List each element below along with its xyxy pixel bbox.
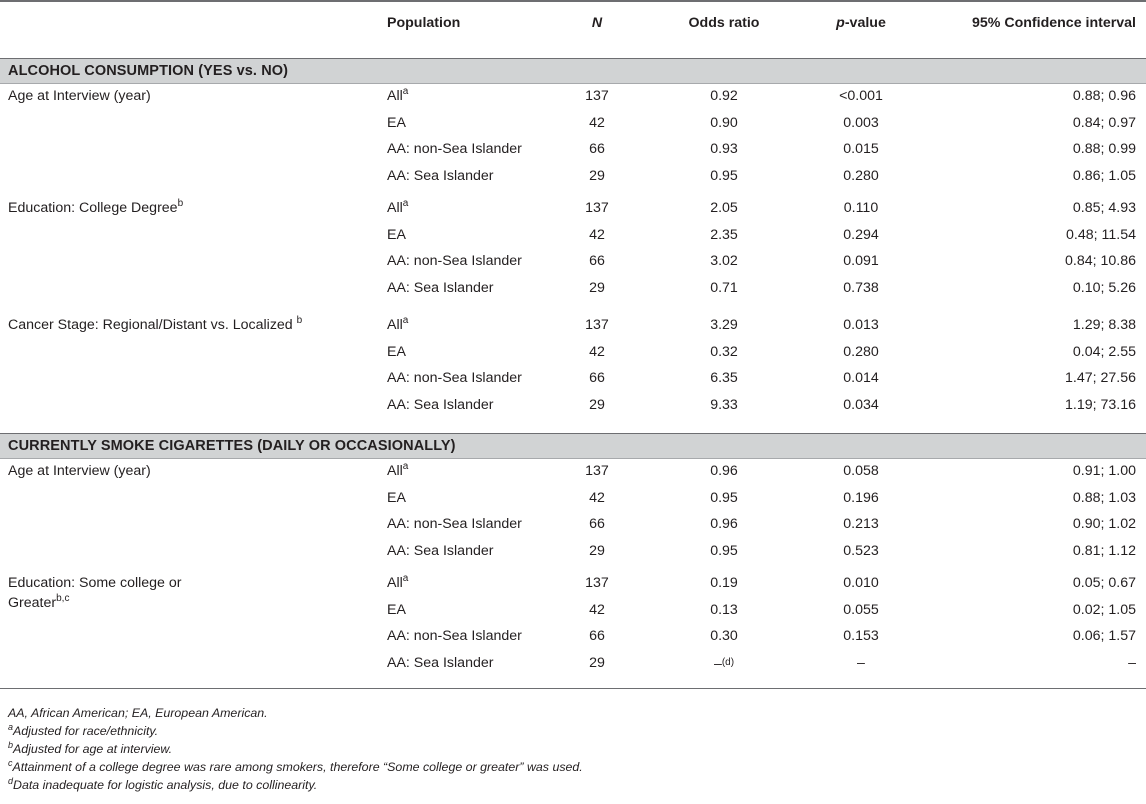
odds-ratio-text: 3.29 bbox=[710, 317, 738, 333]
odds-ratio-text: 0.96 bbox=[710, 463, 738, 479]
odds-ratio-text: 0.95 bbox=[710, 543, 738, 559]
section-header-2 bbox=[0, 433, 1146, 459]
population-text: All bbox=[387, 317, 403, 333]
cell-confidence-interval: 0.10; 5.26 bbox=[1072, 280, 1136, 296]
cell-odds-ratio bbox=[680, 251, 768, 271]
cell-population bbox=[387, 488, 406, 508]
cell-p-value: 0.294 bbox=[843, 227, 879, 243]
cell-p-value: – bbox=[857, 655, 865, 671]
footnote-3 bbox=[8, 741, 172, 757]
cell-odds-ratio bbox=[680, 488, 768, 508]
odds-ratio-text: 0.30 bbox=[710, 628, 738, 644]
variable-footnote-marker: b bbox=[296, 315, 303, 326]
cell-p-value: 0.055 bbox=[843, 602, 879, 618]
cell-n: 66 bbox=[589, 253, 605, 269]
cell-n: 42 bbox=[589, 344, 605, 360]
section-title: CURRENTLY SMOKE CIGARETTES (DAILY OR OCCASIONALLY) bbox=[8, 438, 456, 454]
population-text: AA: Sea Islander bbox=[387, 397, 494, 413]
header-odds-ratio: Odds ratio bbox=[688, 15, 760, 31]
footnote-marker: c bbox=[8, 758, 13, 768]
population-footnote-marker: a bbox=[402, 315, 409, 326]
cell-confidence-interval: 0.48; 11.54 bbox=[1066, 227, 1136, 243]
population-text: AA: Sea Islander bbox=[387, 655, 494, 671]
cell-confidence-interval: 0.06; 1.57 bbox=[1072, 628, 1136, 644]
population-text: AA: Sea Islander bbox=[387, 168, 494, 184]
odds-ratio-text: 9.33 bbox=[710, 397, 738, 413]
cell-population bbox=[387, 198, 408, 218]
cell-population bbox=[387, 514, 522, 534]
cell-population bbox=[387, 86, 408, 106]
cell-odds-ratio bbox=[680, 600, 768, 620]
population-text: All bbox=[387, 88, 403, 104]
cell-n: 66 bbox=[589, 141, 605, 157]
population-text: All bbox=[387, 463, 403, 479]
cell-n: 29 bbox=[589, 543, 605, 559]
cell-odds-ratio bbox=[680, 573, 768, 593]
population-text: EA bbox=[387, 115, 406, 131]
header-p-rest: -value bbox=[844, 15, 886, 31]
cell-population bbox=[387, 139, 522, 159]
cell-confidence-interval: 0.86; 1.05 bbox=[1072, 168, 1136, 184]
odds-ratio-text: 2.05 bbox=[710, 200, 738, 216]
cell-confidence-interval: 0.88; 0.96 bbox=[1072, 88, 1136, 104]
cell-n: 42 bbox=[589, 227, 605, 243]
variable-footnote-marker: b bbox=[177, 198, 184, 209]
cell-p-value: 0.014 bbox=[843, 370, 879, 386]
footnote-text: Adjusted for age at interview. bbox=[13, 742, 173, 756]
cell-confidence-interval: 0.88; 1.03 bbox=[1072, 490, 1136, 506]
cell-confidence-interval: 0.05; 0.67 bbox=[1072, 575, 1136, 591]
header-confidence-interval: 95% Confidence interval bbox=[972, 15, 1136, 31]
variable-text-line2: Greater bbox=[8, 595, 57, 611]
header-population: Population bbox=[387, 15, 461, 31]
population-footnote-marker: a bbox=[402, 461, 409, 472]
cell-population bbox=[387, 573, 408, 593]
header-p-value bbox=[808, 13, 914, 33]
population-text: All bbox=[387, 575, 403, 591]
cell-odds-ratio bbox=[680, 461, 768, 481]
variable-label bbox=[8, 198, 183, 218]
cell-p-value: 0.738 bbox=[843, 280, 879, 296]
cell-confidence-interval: 1.19; 73.16 bbox=[1065, 397, 1136, 413]
cell-population bbox=[387, 600, 406, 620]
cell-population bbox=[387, 225, 406, 245]
cell-odds-ratio bbox=[680, 139, 768, 159]
cell-n: 66 bbox=[589, 628, 605, 644]
cell-population bbox=[387, 251, 522, 271]
cell-population bbox=[387, 342, 406, 362]
footnote-marker: a bbox=[8, 722, 14, 732]
cell-odds-ratio bbox=[680, 653, 768, 674]
footnote-marker: b bbox=[8, 740, 14, 750]
population-text: EA bbox=[387, 490, 406, 506]
cell-p-value: 0.523 bbox=[843, 543, 879, 559]
cell-population bbox=[387, 113, 406, 133]
cell-confidence-interval: 0.85; 4.93 bbox=[1072, 200, 1136, 216]
footnote-marker: d bbox=[8, 776, 14, 786]
cell-odds-ratio bbox=[680, 368, 768, 388]
footnote-text: Attainment of a college degree was rare among smokers, therefore “Some college or greater” was used. bbox=[12, 760, 583, 774]
cell-n: 29 bbox=[589, 280, 605, 296]
cell-confidence-interval: 0.02; 1.05 bbox=[1072, 602, 1136, 618]
cell-p-value: <0.001 bbox=[839, 88, 883, 104]
cell-n: 137 bbox=[585, 88, 609, 104]
odds-ratio-text: 3.02 bbox=[710, 253, 738, 269]
odds-ratio-text: 0.95 bbox=[710, 168, 738, 184]
population-text: AA: non-Sea Islander bbox=[387, 370, 522, 386]
cell-population bbox=[387, 541, 493, 561]
cell-odds-ratio bbox=[680, 514, 768, 534]
cell-n: 42 bbox=[589, 490, 605, 506]
cell-p-value: 0.280 bbox=[843, 344, 879, 360]
cell-odds-ratio bbox=[680, 166, 768, 186]
cell-n: 137 bbox=[585, 463, 609, 479]
footnote-5 bbox=[8, 777, 317, 793]
cell-odds-ratio bbox=[680, 113, 768, 133]
cell-p-value: 0.196 bbox=[843, 490, 879, 506]
header-n-label: N bbox=[591, 15, 603, 31]
cell-p-value: 0.213 bbox=[843, 516, 879, 532]
cell-confidence-interval: 0.88; 0.99 bbox=[1072, 141, 1136, 157]
cell-odds-ratio bbox=[680, 626, 768, 646]
cell-population bbox=[387, 653, 493, 673]
cell-p-value: 0.003 bbox=[843, 115, 879, 131]
cell-odds-ratio bbox=[680, 395, 768, 415]
cell-confidence-interval: 0.91; 1.00 bbox=[1072, 463, 1136, 479]
cell-n: 66 bbox=[589, 370, 605, 386]
population-text: AA: non-Sea Islander bbox=[387, 141, 522, 157]
population-text: AA: non-Sea Islander bbox=[387, 253, 522, 269]
cell-n: 42 bbox=[589, 602, 605, 618]
cell-population bbox=[387, 166, 493, 186]
cell-confidence-interval: 0.84; 0.97 bbox=[1072, 115, 1136, 131]
header-n bbox=[568, 13, 626, 33]
variable-text: Age at Interview (year) bbox=[8, 88, 151, 104]
odds-ratio-text: 2.35 bbox=[710, 227, 738, 243]
variable-label bbox=[8, 86, 151, 106]
section-title: ALCOHOL CONSUMPTION (YES vs. NO) bbox=[8, 63, 289, 79]
population-text: AA: non-Sea Islander bbox=[387, 628, 522, 644]
cell-population bbox=[387, 278, 493, 298]
cell-odds-ratio bbox=[680, 278, 768, 298]
cell-confidence-interval: 0.04; 2.55 bbox=[1072, 344, 1136, 360]
population-text: EA bbox=[387, 227, 406, 243]
cell-confidence-interval: 0.81; 1.12 bbox=[1072, 543, 1136, 559]
cell-n: 29 bbox=[589, 168, 605, 184]
cell-odds-ratio bbox=[680, 86, 768, 106]
odds-ratio-text: 0.71 bbox=[710, 280, 738, 296]
cell-p-value: 0.153 bbox=[843, 628, 879, 644]
cell-p-value: 0.110 bbox=[843, 200, 879, 216]
variable-footnote-marker: b,c bbox=[56, 593, 70, 604]
cell-p-value: 0.010 bbox=[843, 575, 879, 591]
cell-odds-ratio bbox=[680, 541, 768, 561]
variable-text: Education: Some college or bbox=[8, 575, 182, 591]
cell-p-value: 0.058 bbox=[843, 463, 879, 479]
variable-text: Cancer Stage: Regional/Distant vs. Localized bbox=[8, 317, 297, 333]
population-footnote-marker: a bbox=[402, 198, 409, 209]
cell-confidence-interval: – bbox=[1128, 655, 1136, 671]
cell-population bbox=[387, 461, 408, 481]
odds-ratio-text: 0.96 bbox=[710, 516, 738, 532]
population-text: All bbox=[387, 200, 403, 216]
variable-label bbox=[8, 315, 302, 335]
footnote-text: Data inadequate for logistic analysis, due to collinearity. bbox=[13, 778, 318, 792]
cell-odds-ratio bbox=[680, 315, 768, 335]
odds-ratio-text: 0.13 bbox=[710, 602, 738, 618]
cell-n: 137 bbox=[585, 200, 609, 216]
odds-ratio-text: 0.93 bbox=[710, 141, 738, 157]
cell-confidence-interval: 1.47; 27.56 bbox=[1065, 370, 1136, 386]
population-text: EA bbox=[387, 602, 406, 618]
bottom-rule bbox=[0, 688, 1146, 689]
cell-population bbox=[387, 368, 522, 388]
footnote-4 bbox=[8, 759, 583, 775]
cell-odds-ratio bbox=[680, 225, 768, 245]
cell-confidence-interval: 1.29; 8.38 bbox=[1072, 317, 1136, 333]
cell-odds-ratio bbox=[680, 198, 768, 218]
cell-p-value: 0.015 bbox=[843, 141, 879, 157]
cell-odds-ratio bbox=[680, 342, 768, 362]
footnote-2 bbox=[8, 723, 158, 739]
cell-n: 137 bbox=[585, 317, 609, 333]
footnote-1 bbox=[8, 705, 268, 721]
cell-n: 137 bbox=[585, 575, 609, 591]
cell-n: 29 bbox=[589, 655, 605, 671]
cell-p-value: 0.280 bbox=[843, 168, 879, 184]
variable-label bbox=[8, 461, 151, 481]
odds-ratio-text: 0.90 bbox=[710, 115, 738, 131]
variable-text: Education: College Degree bbox=[8, 200, 178, 216]
cell-confidence-interval: 0.90; 1.02 bbox=[1072, 516, 1136, 532]
odds-ratio-text: 6.35 bbox=[710, 370, 738, 386]
population-text: EA bbox=[387, 344, 406, 360]
header-p-italic: p bbox=[836, 15, 845, 31]
cell-population bbox=[387, 315, 408, 335]
population-text: AA: non-Sea Islander bbox=[387, 516, 522, 532]
footnote-text: Adjusted for race/ethnicity. bbox=[13, 724, 159, 738]
odds-ratio-text: – bbox=[713, 656, 722, 672]
cell-p-value: 0.013 bbox=[843, 317, 879, 333]
variable-text: Age at Interview (year) bbox=[8, 463, 151, 479]
population-text: AA: Sea Islander bbox=[387, 280, 494, 296]
cell-population bbox=[387, 626, 522, 646]
odds-ratio-text: 0.92 bbox=[710, 88, 738, 104]
odds-ratio-text: 0.19 bbox=[710, 575, 738, 591]
odds-ratio-footnote-marker: (d) bbox=[721, 657, 735, 668]
cell-p-value: 0.091 bbox=[843, 253, 879, 269]
population-text: AA: Sea Islander bbox=[387, 543, 494, 559]
footnote-text: AA, African American; EA, European American. bbox=[8, 706, 268, 720]
cell-n: 29 bbox=[589, 397, 605, 413]
variable-label bbox=[8, 573, 182, 613]
cell-p-value: 0.034 bbox=[843, 397, 879, 413]
cell-n: 66 bbox=[589, 516, 605, 532]
cell-population bbox=[387, 395, 493, 415]
population-footnote-marker: a bbox=[402, 86, 409, 97]
top-rule bbox=[0, 0, 1146, 2]
section-header-1 bbox=[0, 58, 1146, 84]
odds-ratio-text: 0.32 bbox=[710, 344, 738, 360]
cell-confidence-interval: 0.84; 10.86 bbox=[1065, 253, 1136, 269]
population-footnote-marker: a bbox=[402, 573, 409, 584]
cell-n: 42 bbox=[589, 115, 605, 131]
odds-ratio-text: 0.95 bbox=[710, 490, 738, 506]
